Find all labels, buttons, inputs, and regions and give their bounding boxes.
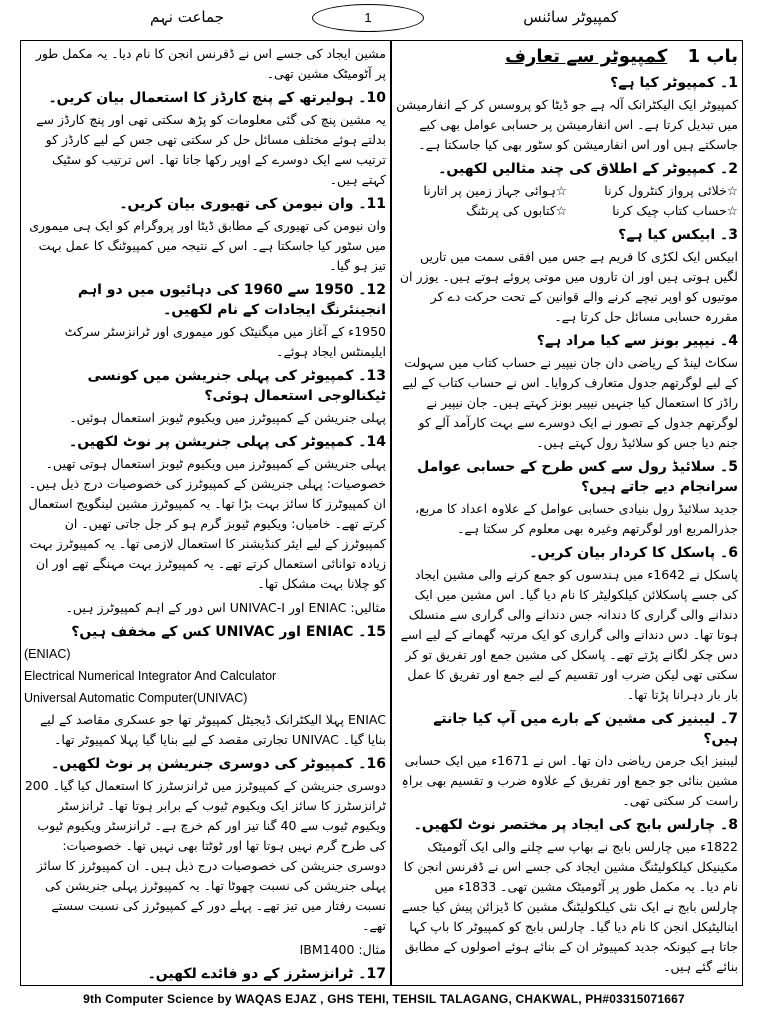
answer-8: 1822ء میں چارلس بابج نے بھاپ سے چلنے والی ایک آٹومیٹک مکینیکل کیلکولیٹنگ مشین ایجاد کی جسے اس نے ڈفرنس انجن کا نام دیا۔ یہ مکمل طور پر آٹومیٹک مشین تھی۔ 1833ء میں چارلس بابج نے ایک نئی کیلکولیٹنگ مشین کا ڈیزائن پیش کیا جسے اینالیٹیکل انجن کا نام دیا گیا۔ چارلس بابج کو کمپیوٹر کا باپ کہا جاتا ہے کیونکہ جدید کمپیوٹر ان کے بنائے ہوئے اصولوں کے مطابق بنائے گئے ہیں۔ — [401, 839, 738, 974]
page-footer: 9th Computer Science by WAQAS EJAZ , GHS TEHI, TEHSIL TALAGANG, CHAKWAL, PH#03315071667 — [83, 992, 685, 1006]
answer-9-continued: مشین ایجاد کی جسے اس نے ڈفرنس انجن کا نام دیا۔ یہ مکمل طور پر آٹومیٹک مشین تھی۔ — [35, 46, 386, 81]
question-17: 17۔ ٹرانزسٹرز کے دو فائدے لکھیں۔ — [147, 966, 386, 982]
question-5: 5۔ سلائیڈ رول سے کس طرح کے حسابی عوامل سرانجام دیے جاتے ہیں؟ — [417, 459, 738, 495]
question-15: 15۔ ENIAC اور UNIVAC کس کے مخفف ہیں؟ — [71, 624, 386, 640]
list-item: ☆کتابوں کی پرنٹنگ — [466, 203, 567, 218]
page-number: 1 — [312, 4, 424, 32]
left-column — [24, 44, 386, 982]
answer-14: پہلی جنریشن کے کمپیوٹرز میں ویکیوم ٹیوبز استعمال ہوتی تھیں۔ خصوصیات: پہلی جنریشن کے کمپیوٹرز کی خصوصیات درج ذیل ہیں۔ ان کمپیوٹرز کا سائز بہت بڑا تھا۔ یہ کمپیوٹرز مشین لینگویج استعمال کرتے تھے۔ خامیاں: ویکیوم ٹیوبز گرم ہو کر جل جاتی تھیں۔ ان کمپیوٹرز کے لیے ایئر کنڈیشنر کا استعمال لازمی تھا۔ یہ کمپیوٹرز بہت زیادہ توانائی استعمال کرتے تھے۔ یہ کمپیوٹرز بہت مہنگے تھے اور ان کو چلانا بہت مشکل تھا۔ — [28, 456, 386, 591]
question-8: 8۔ چارلس بابج کی ایجاد پر مختصر نوٹ لکھیں۔ — [413, 817, 738, 833]
question-11: 11۔ وان نیومن کی تھیوری بیان کریں۔ — [119, 196, 386, 212]
question-13: 13۔ کمپیوٹر کی پہلی جنریشن میں کونسی ٹیکنالوجی استعمال ہوئی؟ — [87, 368, 386, 404]
example-line: مثال: IBM1400 — [299, 942, 386, 957]
eniac-expansion: Electrical Numerical Integrator And Calculator — [24, 669, 277, 683]
chapter-label: باب 1 — [687, 46, 738, 67]
class-title: جماعت نہم — [150, 8, 224, 26]
answer-11: وان نیومن کی تھیوری کے مطابق ڈیٹا اور پروگرام کو ایک ہی میموری میں سٹور کیا جاسکتا ہے۔ اس کے نتیجہ میں کمپیوٹنگ کا عمل بہت تیز ہو گیا۔ — [29, 218, 386, 273]
question-9 — [396, 981, 738, 982]
chapter-heading — [396, 46, 738, 67]
answer-3: ابیکس ایک لکڑی کا فریم ہے جس میں افقی سمت میں تاریں لگیں ہوتی ہیں اور ان تاروں میں موتی پروئے ہوتے ہیں۔ یوزر ان موتیوں کو اوپر نیچے کرنے والے قوانین کے تحت حرکت دے کر مقررہ حسابی مسائل حل کرتا ہے۔ — [399, 249, 738, 324]
univac-expansion: Universal Automatic Computer(UNIVAC) — [24, 691, 248, 705]
chapter-title: کمپیوٹر سے تعارف — [505, 46, 668, 67]
answer-10: یہ مشین پنچ کی گئی معلومات کو پڑھ سکتی تھی اور پنچ کارڈز سے بدلتے ہوئے مختلف مسائل حل کر سکتی تھی جس کے لیے کارڈز کو ترتیب سے ایک دوسرے کے اوپر رکھا جاتا تھا۔ اس ترتیب کو سٹیک کہتے ہیں۔ — [36, 112, 386, 187]
list-item: ☆ہوائی جہاز زمین پر اتارنا — [423, 183, 567, 198]
answer-12: 1950ء کے آغاز میں میگنیٹک کور میموری اور ٹرانزسٹر سرکٹ ایلیمنٹس ایجاد ہوئے۔ — [64, 324, 386, 359]
question-3: 3۔ ابیکس کیا ہے؟ — [618, 227, 738, 243]
eniac-label: (ENIAC) — [24, 647, 71, 661]
answer-7: لیبنیز ایک جرمن ریاضی دان تھا۔ اس نے 1671ء میں ایک حسابی مشین بنائی جو جمع اور تفریق کے علاوہ ضرب و تقسیم بھی براہِ راست کر سکتی تھی۔ — [401, 753, 738, 808]
question-10: 10۔ ہولیرتھ کے پنچ کارڈز کا استعمال بیان کریں۔ — [48, 90, 386, 106]
question-14: 14۔ کمپیوٹر کی پہلی جنریشن پر نوٹ لکھیں۔ — [69, 434, 386, 450]
question-1: 1۔ کمپیوٹر کیا ہے؟ — [610, 75, 738, 91]
answer-15: ENIAC پہلا الیکٹرانک ڈیجیٹل کمپیوٹر تھا جو عسکری مقاصد کے لیے بنایا گیا۔ UNIVAC تجارتی مقصد کے لیے بنایا گیا پہلا کمپیوٹر تھا۔ — [39, 712, 386, 747]
answer-4: سکاٹ لینڈ کے ریاضی دان جان نیپیر نے حساب کتاب میں سہولت کے لیے لوگرتھم جدول متعارف کروایا۔ اس نے حساب کتاب کے لیے راڈز کا استعمال کیا جنہیں نیپیر بونز کہتے ہیں۔ جان نیپیر نے لوگرتھم جدول کے تصور نے ایک دوسرے سے بہت کارآمد آلے کو جنم دیا جس کو سلائیڈ رول کہتے ہیں۔ — [402, 355, 738, 450]
question-16: 16۔ کمپیوٹر کی دوسری جنریشن پر نوٹ لکھیں۔ — [51, 756, 386, 772]
answer-6: پاسکل نے 1642ء میں ہندسوں کو جمع کرنے والی مشین ایجاد کی جسے پاسکلائن کیلکولیٹر کا نام دیا گیا۔ اس مشین میں ایک دندانے والی گراری کا دندانہ جس دندانے والی گراری سے منسلک ہوتا تھا۔ دس دندانے والی گراری کو ایک مرتبہ گھمانے کے لیے اسے دس چکر لگانے پڑتے تھے۔ پاسکل کی مشین جمع اور تفریق تو کر سکتی تھی لیکن ضرب اور تقسیم کے لیے جمع اور تفریق کا عمل بار بار دہرانا پڑتا تھا۔ — [400, 567, 738, 702]
question-4: 4۔ نیپیر بونز سے کیا مراد ہے؟ — [536, 333, 738, 349]
question-12: 12۔ 1950 سے 1960 کی دہائیوں میں دو اہم انجینئرنگ ایجادات کے نام لکھیں۔ — [77, 282, 386, 318]
question-2: 2۔ کمپیوٹر کے اطلاق کی چند مثالیں لکھیں۔ — [438, 161, 738, 177]
subject-title: کمپیوٹر سائنس — [523, 8, 618, 26]
examples-line: مثالیں: ENIAC اور UNIVAC-I اس دور کے اہم کمپیوٹرز ہیں۔ — [65, 600, 386, 615]
question-6: 6۔ پاسکل کا کردار بیان کریں۔ — [529, 545, 738, 561]
right-column — [396, 44, 738, 982]
applications-list — [396, 181, 738, 221]
answer-1: کمپیوٹر ایک الیکٹرانک آلہ ہے جو ڈیٹا کو پروسس کر کے انفارمیشن میں تبدیل کرتا ہے۔ اس انفارمیشن پر حسابی عوامل بھی کیے جاسکتے ہیں اور اس انفارمیشن کو سٹور بھی کیا جاسکتا ہے۔ — [396, 97, 738, 152]
list-item: ☆خلائی پرواز کنٹرول کرنا — [604, 183, 738, 198]
answer-16: دوسری جنریشن کے کمپیوٹرز میں ٹرانزسٹرز کا استعمال کیا گیا۔ 200 ٹرانزسٹرز کا سائز ایک ویکیوم ٹیوب کے برابر ہوتا تھا۔ ٹرانزسٹر ویکیوم ٹیوب سے 40 گنا تیز اور کم خرچ ہے۔ ٹرانزسٹر ویکیوم ٹیوب کی طرح گرم نہیں ہوتا تھا اور ٹوٹتا بھی نہیں تھا۔ خصوصیات: دوسری جنریشن کی خصوصیات درج ذیل ہیں۔ ان کمپیوٹرز کا سائز پہلی جنریشن کی نسبت چھوٹا تھا۔ یہ کمپیوٹرز پہلی جنریشن کی نسبت رفتار میں تیز تھے۔ پہلے دور کے کمپیوٹرز کی نسبت سستے تھے۔ — [24, 778, 386, 933]
answer-5: جدید سلائیڈ رول بنیادی حسابی عوامل کے علاوہ اعداد کا مربع، جذرالمربع اور لوگرتھم وغیرہ بھی معلوم کر سکتا ہے۔ — [415, 501, 738, 536]
column-divider — [390, 40, 392, 986]
answer-13: پہلی جنریشن کے کمپیوٹرز میں ویکیوم ٹیوبز استعمال ہوئیں۔ — [69, 410, 386, 425]
list-item: ☆حساب کتاب چیک کرنا — [612, 203, 738, 218]
question-7: 7۔ لیبنیز کی مشین کے بارے میں آپ کیا جانتے ہیں؟ — [433, 711, 738, 747]
